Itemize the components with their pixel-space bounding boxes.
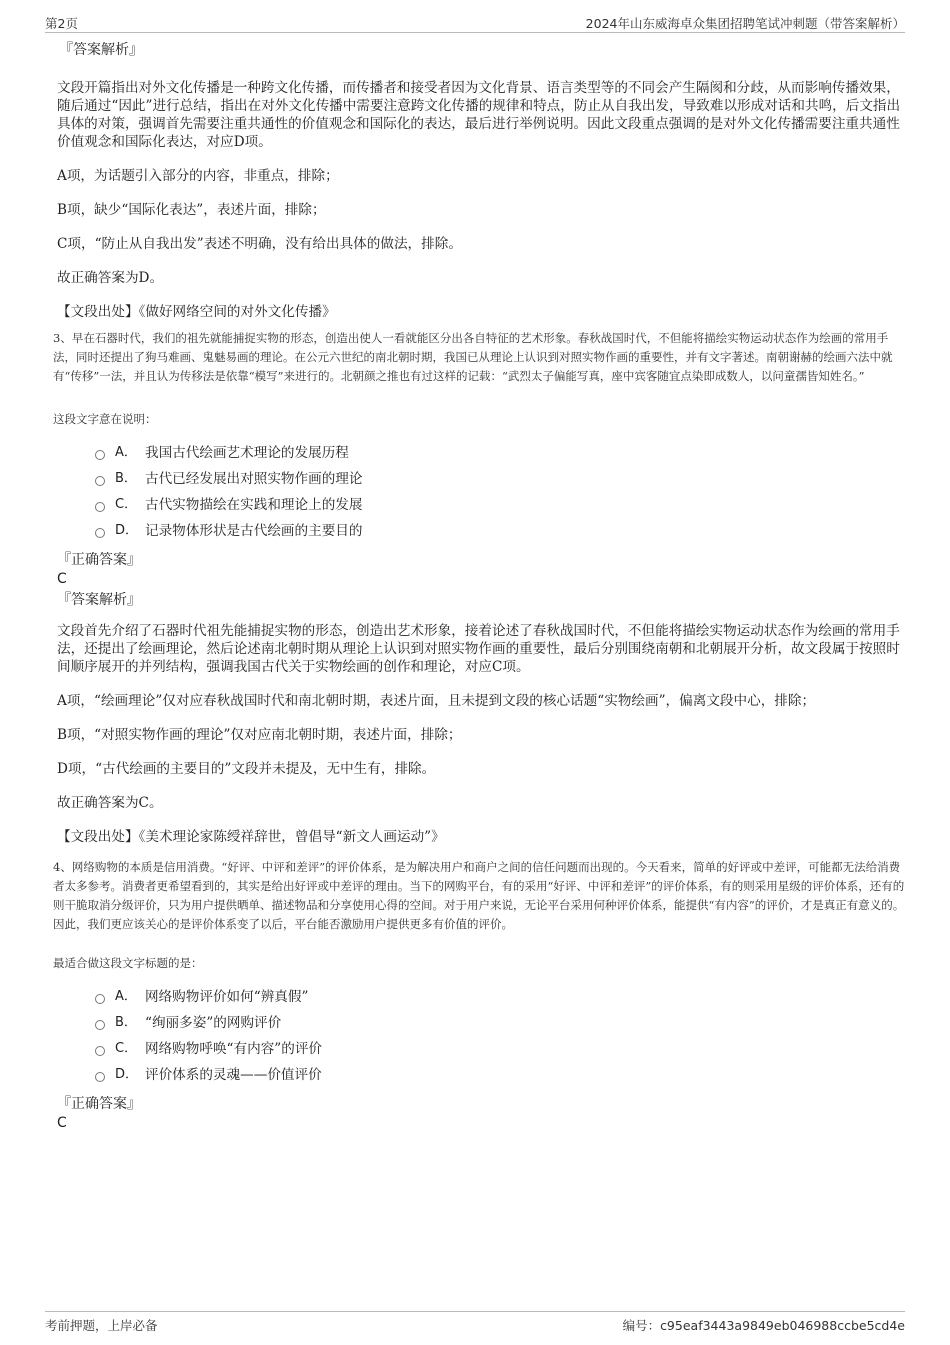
analysis-text: 文段开篇指出对外文化传播是一种跨文化传播，而传播者和接受者因为文化背景、语言类型等的不同会产生隔阂和分歧，从而影响传播效果，随后通过“因此”进行总结，指出在对外文化传播中需要注意跨文化传播的规律和特点，防止从自我出发，导致难以形成对话和共鸣，后文指出具体的对策，强调首先需要注重共通性的价值观念和国际化的表达，最后进行举例说明。因此文段重点强调的是对外文化传播需要注重共通性价值观念和国际化表达，对应D项。 bbox=[57, 80, 901, 150]
document-id: 编号：c95eaf3443a9849eb046988ccbe5cd4e bbox=[622, 1318, 905, 1333]
option-c[interactable] bbox=[95, 492, 905, 518]
question-4-prompt: 最适合做这段文字标题的是： bbox=[53, 956, 203, 970]
analysis-note: C项，“防止从自我出发”表述不明确，没有给出具体的做法，排除。 bbox=[57, 236, 462, 252]
correct-answer: C bbox=[57, 1115, 67, 1131]
correct-answer: C bbox=[57, 571, 67, 587]
analysis-note: B项，“对照实物作画的理论”仅对应南北朝时期，表述片面，排除； bbox=[57, 727, 462, 743]
option-text: 记录物体形状是古代绘画的主要目的 bbox=[145, 523, 363, 539]
analysis-tag: 『答案解析』 bbox=[59, 42, 143, 58]
option-text: 网络购物评价如何“辨真假” bbox=[145, 989, 309, 1005]
page-number: 第2页 bbox=[45, 16, 78, 31]
option-text: 网络购物呼唤“有内容”的评价 bbox=[145, 1041, 323, 1057]
option-a[interactable] bbox=[95, 984, 905, 1010]
radio-icon[interactable] bbox=[95, 450, 105, 460]
option-letter: B． bbox=[115, 1015, 137, 1030]
option-d[interactable] bbox=[95, 518, 905, 544]
document-title: 2024年山东威海卓众集团招聘笔试冲刺题（带答案解析） bbox=[585, 16, 905, 31]
option-text: “绚丽多姿”的网购评价 bbox=[145, 1015, 282, 1031]
question-4-text: 4、网络购物的本质是信用消费。“好评、中评和差评”的评价体系，是为解决用户和商户之间的信任问题而出现的。今天看来，简单的好评或中差评，可能都无法给消费者太多参考。消费者更希望看到的，其实是给出好评或中差评的理由。当下的网购平台，有的采用“好评、中评和差评”的评价体系，有的则采用星级的评价体系，还有的则干脆取消分级评价，只为用户提供晒单、描述物品和分享使用心得的空间。对于用户来说，无论平台采用何种评价体系，能提供“有内容”的评价，才是真正有意义的。因此，我们更应该关心的是评价体系变了以后，平台能否激励用户提供更多有价值的评价。 bbox=[53, 860, 905, 931]
option-b[interactable] bbox=[95, 466, 905, 492]
text-source: 【文段出处】《美术理论家陈绶祥辞世，曾倡导“新文人画运动”》 bbox=[57, 829, 445, 845]
radio-icon[interactable] bbox=[95, 1072, 105, 1082]
question-4-options bbox=[95, 984, 905, 1088]
radio-icon[interactable] bbox=[95, 502, 105, 512]
correct-answer-tag: 『正确答案』 bbox=[57, 552, 141, 568]
radio-icon[interactable] bbox=[95, 528, 105, 538]
page-content bbox=[53, 40, 905, 1132]
analysis-note: 故正确答案为D。 bbox=[57, 270, 164, 286]
text-source: 【文段出处】《做好网络空间的对外文化传播》 bbox=[57, 304, 336, 320]
analysis-note: A项，“绘画理论”仅对应春秋战国时代和南北朝时期，表述片面，且未提到文段的核心话题“实物绘画”，偏离文段中心，排除； bbox=[57, 693, 816, 709]
analysis-note: D项，“古代绘画的主要目的”文段并未提及，无中生有，排除。 bbox=[57, 761, 436, 777]
analysis-note: A项，为话题引入部分的内容，非重点，排除； bbox=[57, 168, 339, 184]
analysis-tag: 『答案解析』 bbox=[57, 592, 141, 608]
option-b[interactable] bbox=[95, 1010, 905, 1036]
option-text: 我国古代绘画艺术理论的发展历程 bbox=[145, 445, 349, 461]
option-text: 古代已经发展出对照实物作画的理论 bbox=[145, 471, 363, 487]
radio-icon[interactable] bbox=[95, 1046, 105, 1056]
page-header bbox=[45, 12, 905, 33]
option-a[interactable] bbox=[95, 440, 905, 466]
option-letter: C． bbox=[115, 1041, 138, 1056]
option-text: 评价体系的灵魂——价值评价 bbox=[145, 1067, 322, 1083]
question-3-prompt: 这段文字意在说明： bbox=[53, 412, 157, 426]
option-letter: A． bbox=[115, 989, 137, 1004]
radio-icon[interactable] bbox=[95, 476, 105, 486]
analysis-text: 文段首先介绍了石器时代祖先能捕捉实物的形态，创造出艺术形象，接着论述了春秋战国时代，不但能将描绘实物运动状态作为绘画的常用手法，还提出了绘画理论，然后论述南北朝时期从理论上认识到对照实物作画的重要性，最后分别围绕南朝和北朝展开分析，故文段属于按照时间顺序展开的并列结构，强调我国古代关于实物绘画的创作和理论，对应C项。 bbox=[57, 623, 900, 675]
page-footer bbox=[45, 1311, 905, 1336]
option-text: 古代实物描绘在实践和理论上的发展 bbox=[145, 497, 363, 513]
option-letter: D． bbox=[115, 1067, 139, 1082]
analysis-note: B项，缺少“国际化表达”，表述片面，排除； bbox=[57, 202, 326, 218]
question-3-text: 3、早在石器时代，我们的祖先就能捕捉实物的形态，创造出使人一看就能区分出各自特征的艺术形象。春秋战国时代，不但能将描绘实物运动状态作为绘画的常用手法，同时还提出了狗马难画、鬼魅易画的理论。在公元六世纪的南北朝时期，我国已从理论上认识到对照实物作画的重要性，并有文字著述。南朝谢赫的绘画六法中就有“传移”一法，并且认为传移法是依靠“模写”来进行的。北朝颜之推也有过这样的记载：“武烈太子偏能写真，座中宾客随宜点染即成数人，以问童孺皆知姓名。” bbox=[53, 331, 893, 383]
option-letter: C． bbox=[115, 497, 138, 512]
analysis-note: 故正确答案为C。 bbox=[57, 795, 163, 811]
correct-answer-tag: 『正确答案』 bbox=[57, 1096, 141, 1112]
radio-icon[interactable] bbox=[95, 994, 105, 1004]
option-d[interactable] bbox=[95, 1062, 905, 1088]
radio-icon[interactable] bbox=[95, 1020, 105, 1030]
option-c[interactable] bbox=[95, 1036, 905, 1062]
footer-slogan: 考前押题，上岸必备 bbox=[45, 1318, 158, 1333]
option-letter: A． bbox=[115, 445, 137, 460]
option-letter: D． bbox=[115, 523, 139, 538]
question-3-options bbox=[95, 440, 905, 544]
option-letter: B． bbox=[115, 471, 137, 486]
